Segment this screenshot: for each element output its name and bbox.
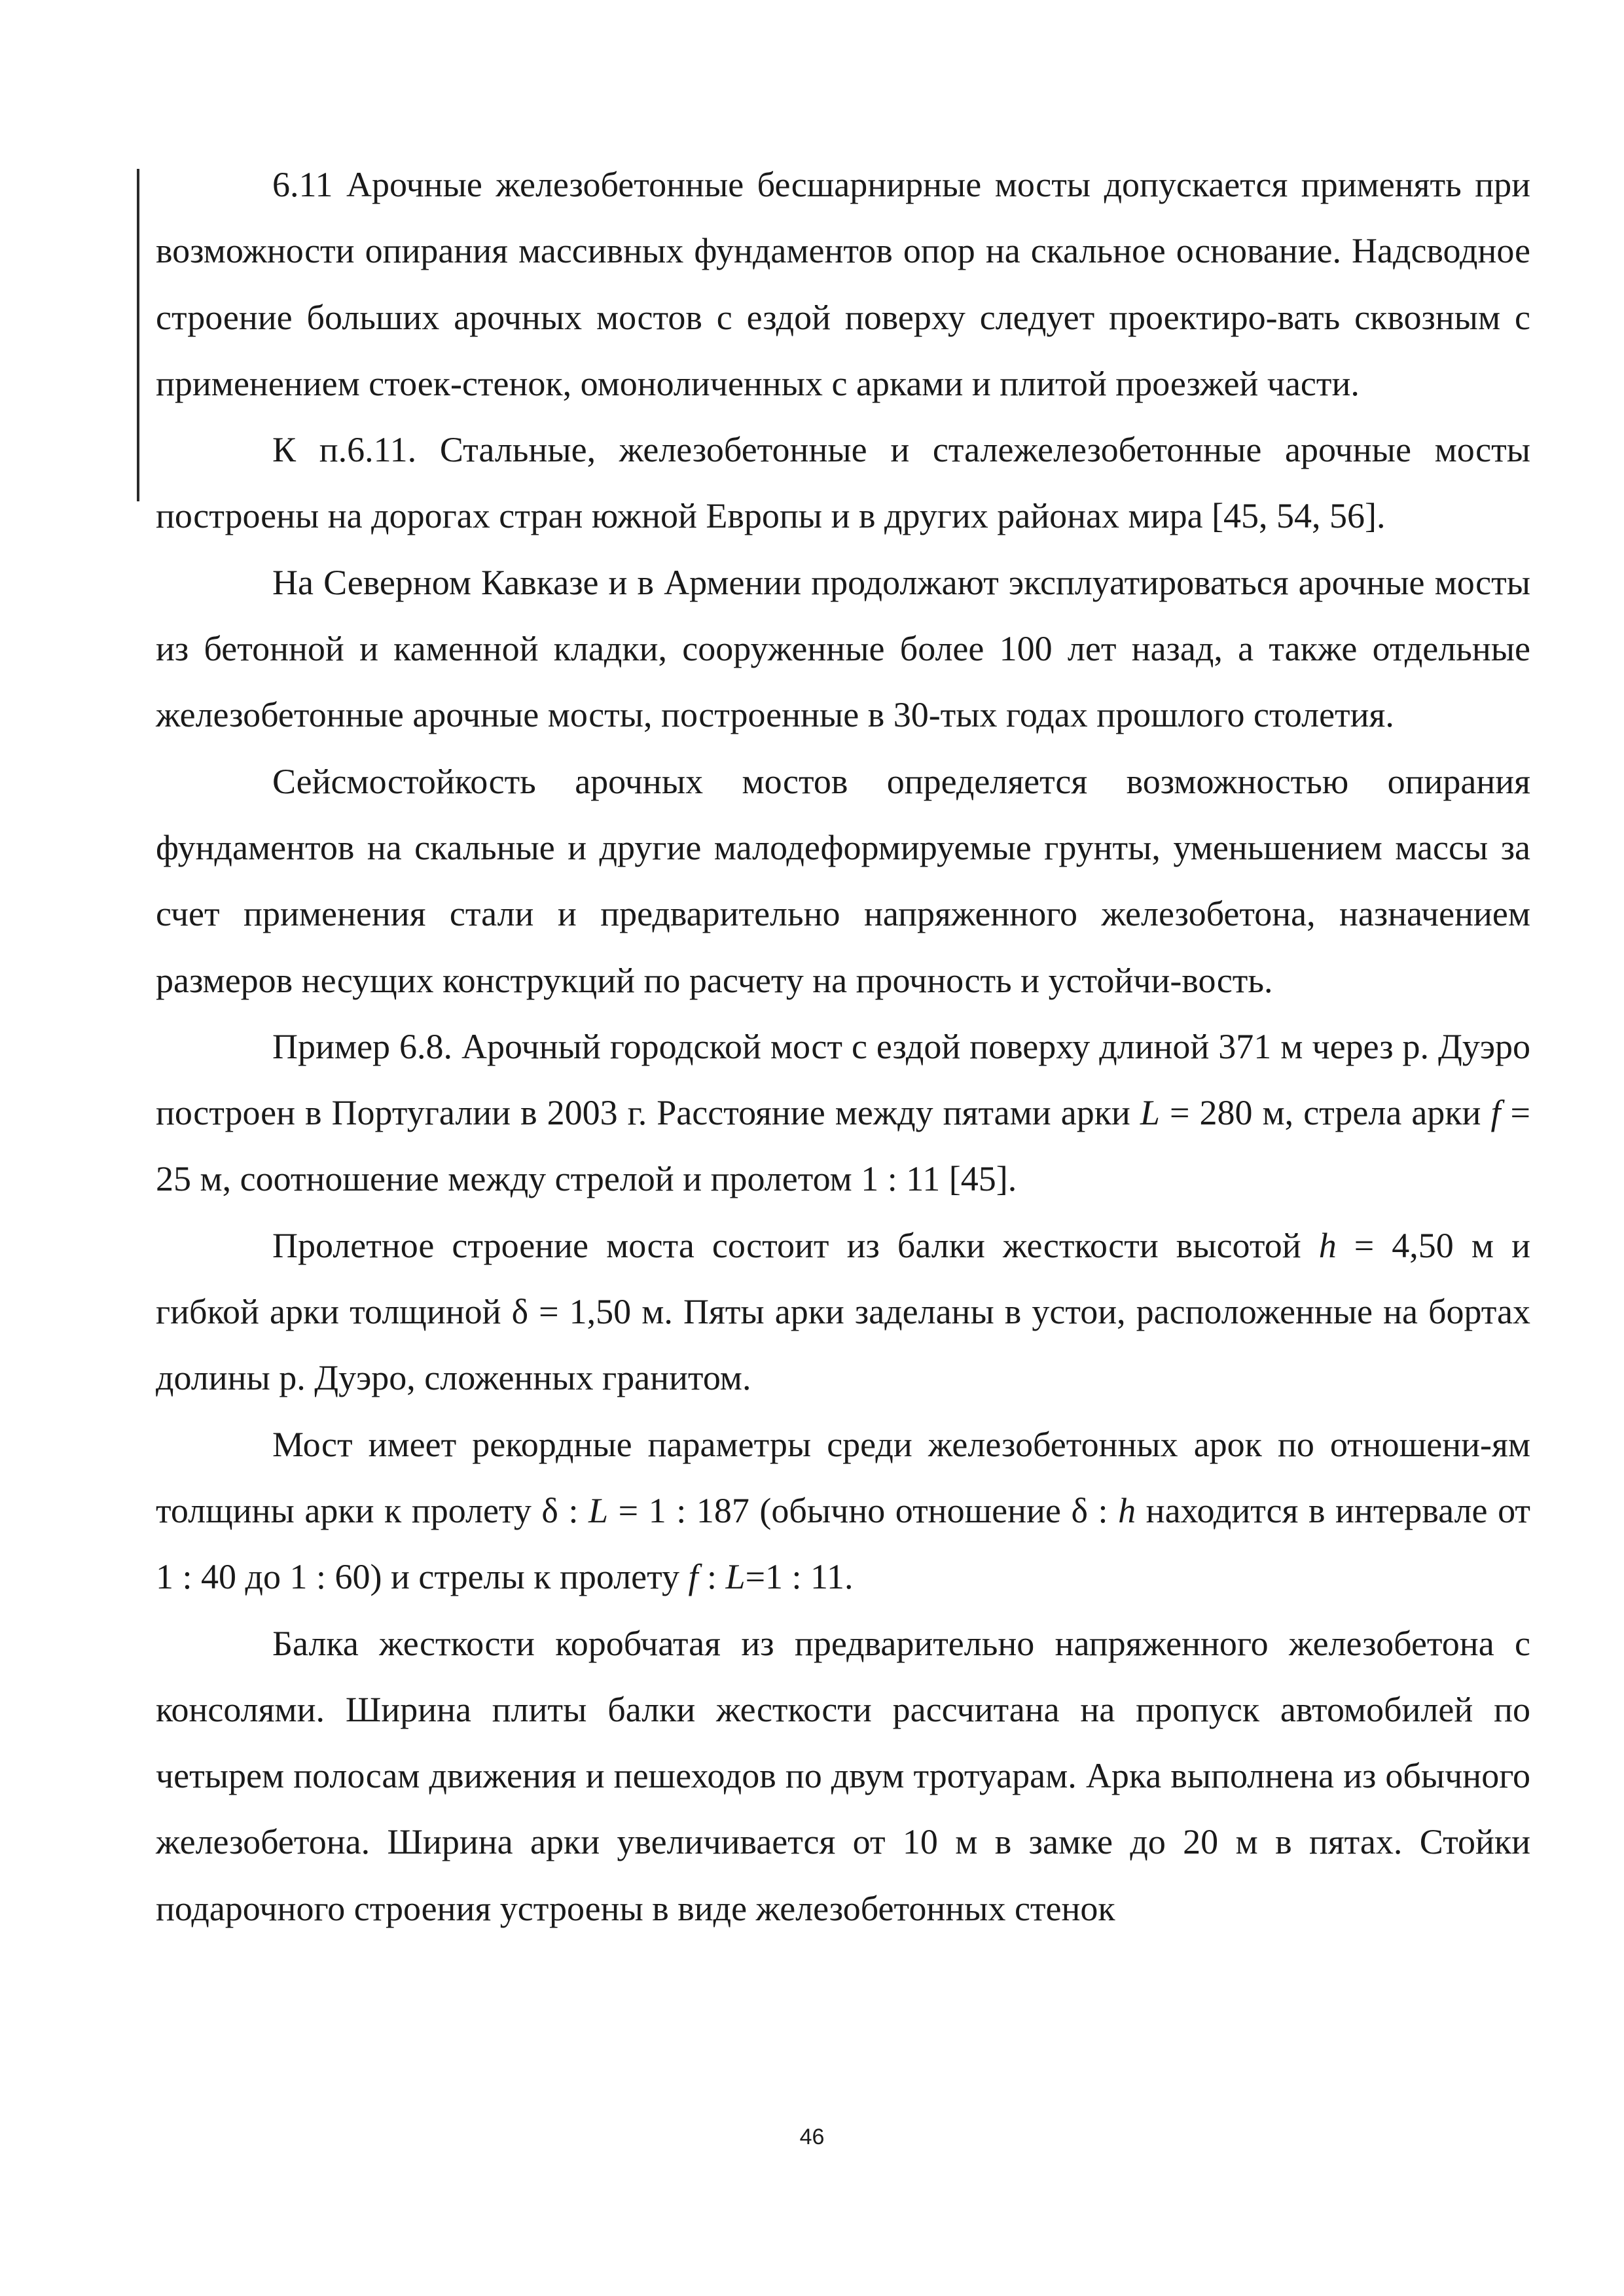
paragraph-text: = 1 : 187 (обычно отношение δ : (608, 1490, 1119, 1530)
text-body (156, 152, 1530, 1942)
paragraph-commentary-6-11 (156, 417, 1530, 550)
paragraph-text: 6.11 Арочные железобетонные бесшарнирные мосты допускается применять при возможности опирания массивных фундаментов опор на скальное основание. Надсводное строение больших арочных мостов с ездой поверху следует проектиро-вать сквозным с применением стоек-стенок, омоноличенных с арками и плитой проезжей части. (156, 165, 1530, 403)
paragraph-text: Балка жесткости коробчатая из предварительно напряженного железобетона с консолями. Ширина плиты балки жесткости рассчитана на пропуск автомобилей по четырем полосам движения и пешеходов по двум тротуарам. Арка выполнена из обычного железобетона. Ширина арки увеличивается от 10 м в замке до 20 м в пятах. Стойки подарочного строения устроены в виде железобетонных стенок (156, 1623, 1530, 1928)
paragraph-text: На Северном Кавказе и в Армении продолжают эксплуатироваться арочные мосты из бетонной и каменной кладки, сооруженные более 100 лет назад, а также отдельные железобетонные арочные мосты, построенные в 30-тых годах прошлого столетия. (156, 562, 1530, 735)
symbol-L: L (1140, 1093, 1160, 1133)
symbol-f: f (1490, 1093, 1501, 1133)
paragraph-6-11 (156, 152, 1530, 417)
paragraph-span-structure (156, 1213, 1530, 1412)
page-number: 46 (799, 2125, 825, 2149)
paragraph-seismic-resistance (156, 749, 1530, 1014)
symbol-L: L (725, 1557, 746, 1597)
symbol-L: L (588, 1490, 609, 1530)
paragraph-text: : (698, 1557, 726, 1597)
paragraph-text: = 4,50 м и гибкой арки толщиной δ = 1,50 м. Пяты арки заделаны в устои, расположенные на бортах долины р. Дуэро, сложенных гранитом. (156, 1225, 1530, 1398)
paragraph-text: находится в интервале от 1 : 40 до 1 : 60) и стрелы к пролету (156, 1490, 1530, 1597)
paragraph-example-6-8 (156, 1014, 1530, 1213)
paragraph-text: = 280 м, стрела арки (1159, 1093, 1491, 1133)
paragraph-text: Мост имеет рекордные параметры среди железобетонных арок по отношени-ям толщины арки к пролету δ : (156, 1424, 1530, 1530)
revision-change-bar (137, 169, 139, 501)
paragraph-stiffening-girder (156, 1611, 1530, 1942)
paragraph-text: К п.6.11. Стальные, железобетонные и сталежелезобетонные арочные мосты построены на дорогах стран южной Европы и в других районах мира [45, 54, 56]. (156, 430, 1530, 536)
symbol-f: f (688, 1557, 698, 1597)
paragraph-caucasus-armenia (156, 550, 1530, 749)
paragraph-record-parameters (156, 1412, 1530, 1611)
paragraph-text: Пример 6.8. Арочный городской мост с ездой поверху длиной 371 м через р. Дуэро построен в Португалии в 2003 г. Расстояние между пятами арки (156, 1026, 1530, 1133)
paragraph-text: Пролетное строение моста состоит из балки жесткости высотой (272, 1225, 1319, 1265)
symbol-h: h (1318, 1225, 1337, 1265)
paragraph-text: Сейсмостойкость арочных мостов определяется возможностью опирания фундаментов на скальные и другие малодеформируемые грунты, уменьшением массы за счет применения стали и предварительно напряженного железобетона, назначением размеров несущих конструкций по расчету на прочность и устойчи-вость. (156, 761, 1530, 1000)
symbol-h: h (1118, 1490, 1136, 1530)
paragraph-text: =1 : 11. (745, 1557, 854, 1597)
paragraph-text: = 25 м, соотношение между стрелой и пролетом 1 : 11 [45]. (156, 1093, 1530, 1199)
